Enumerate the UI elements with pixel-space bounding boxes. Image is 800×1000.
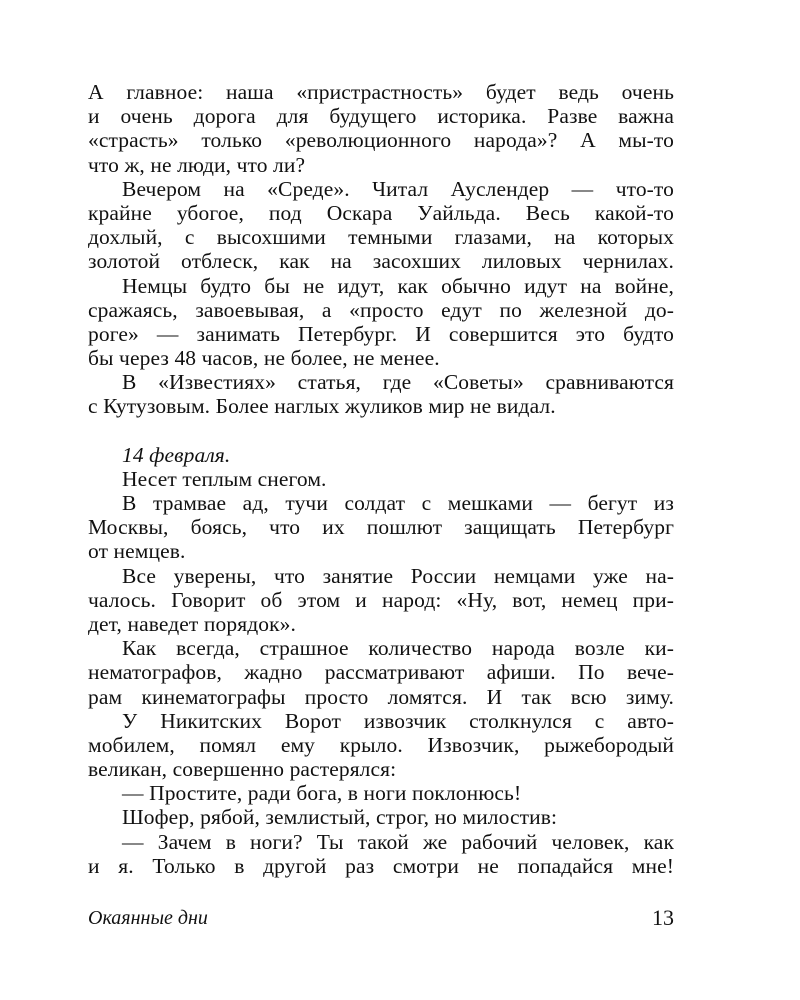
text-line: что ж, не люди, что ли?	[88, 152, 306, 177]
text-line: роге» — занимать Петербург. И совершится это будто	[88, 321, 674, 346]
text-line: дохлый, с высохшими темными глазами, на которых	[88, 225, 674, 250]
text-line: Немцы будто бы не идут, как обычно идут на войне,	[122, 273, 674, 298]
text-line: крайне убогое, под Оскара Уайльда. Весь какой-то	[88, 200, 674, 225]
text-line: У Никитских Ворот извозчик столкнулся с авто-	[122, 708, 674, 733]
text-line: — Зачем в ноги? Ты такой же рабочий человек, как	[122, 829, 674, 854]
text-line: — Простите, ради бога, в ноги поклонюсь!	[122, 781, 522, 806]
text-line: Москвы, боясь, что их пошлют защищать Петербург	[88, 515, 674, 540]
text-line: В трамвае ад, тучи солдат с мешками — бегут из	[122, 491, 674, 515]
text-line: нематографов, жадно рассматривают афиши. По вече-	[88, 660, 674, 685]
text-line: и я. Только в другой раз смотри не попадайся мне!	[88, 853, 674, 878]
text-line: и очень дорога для будущего историка. Разве важна	[88, 104, 674, 129]
text-line: В «Известиях» статья, где «Советы» сравниваются	[122, 370, 674, 395]
section-gap	[88, 419, 674, 443]
text-line: Все уверены, что занятие России немцами уже на-	[122, 563, 674, 588]
page-number: 13	[652, 905, 674, 930]
text-line: мобилем, помял ему крыло. Извозчик, рыжебородый	[88, 732, 674, 757]
text-line: бы через 48 часов, не более, не менее.	[88, 346, 440, 371]
text-line: с Кутузовым. Более наглых жуликов мир не видал.	[88, 394, 556, 419]
text-line: Вечером на «Среде». Читал Ауслендер — что-то	[122, 176, 674, 201]
date-heading: 14 февраля.	[122, 442, 231, 467]
text-line: рам кинематографы просто ломятся. И так всю зиму.	[88, 684, 674, 709]
book-title: Окаянные дни	[88, 907, 208, 929]
text-line: дет, наведет порядок».	[88, 611, 296, 636]
text-line: золотой отблеск, как на засохших лиловых чернилах.	[88, 249, 674, 274]
page-footer	[88, 907, 674, 935]
text-line: А главное: наша «пристрастность» будет ведь очень	[88, 80, 674, 104]
text-line: великан, совершенно растерялся:	[88, 757, 397, 782]
text-line: чалось. Говорит об этом и народ: «Ну, вот, немец при-	[88, 587, 674, 612]
text-line: «страсть» только «революционного народа»? А мы-то	[88, 128, 674, 153]
text-line: Несет теплым снегом.	[122, 466, 327, 491]
text-line: от немцев.	[88, 539, 186, 564]
book-page-text	[88, 80, 674, 878]
text-line: Как всегда, страшное количество народа возле ки-	[122, 636, 674, 661]
text-line: Шофер, рябой, землистый, строг, но милостив:	[122, 805, 558, 830]
text-line: сражаясь, завоевывая, а «просто едут по железной до-	[88, 297, 674, 322]
